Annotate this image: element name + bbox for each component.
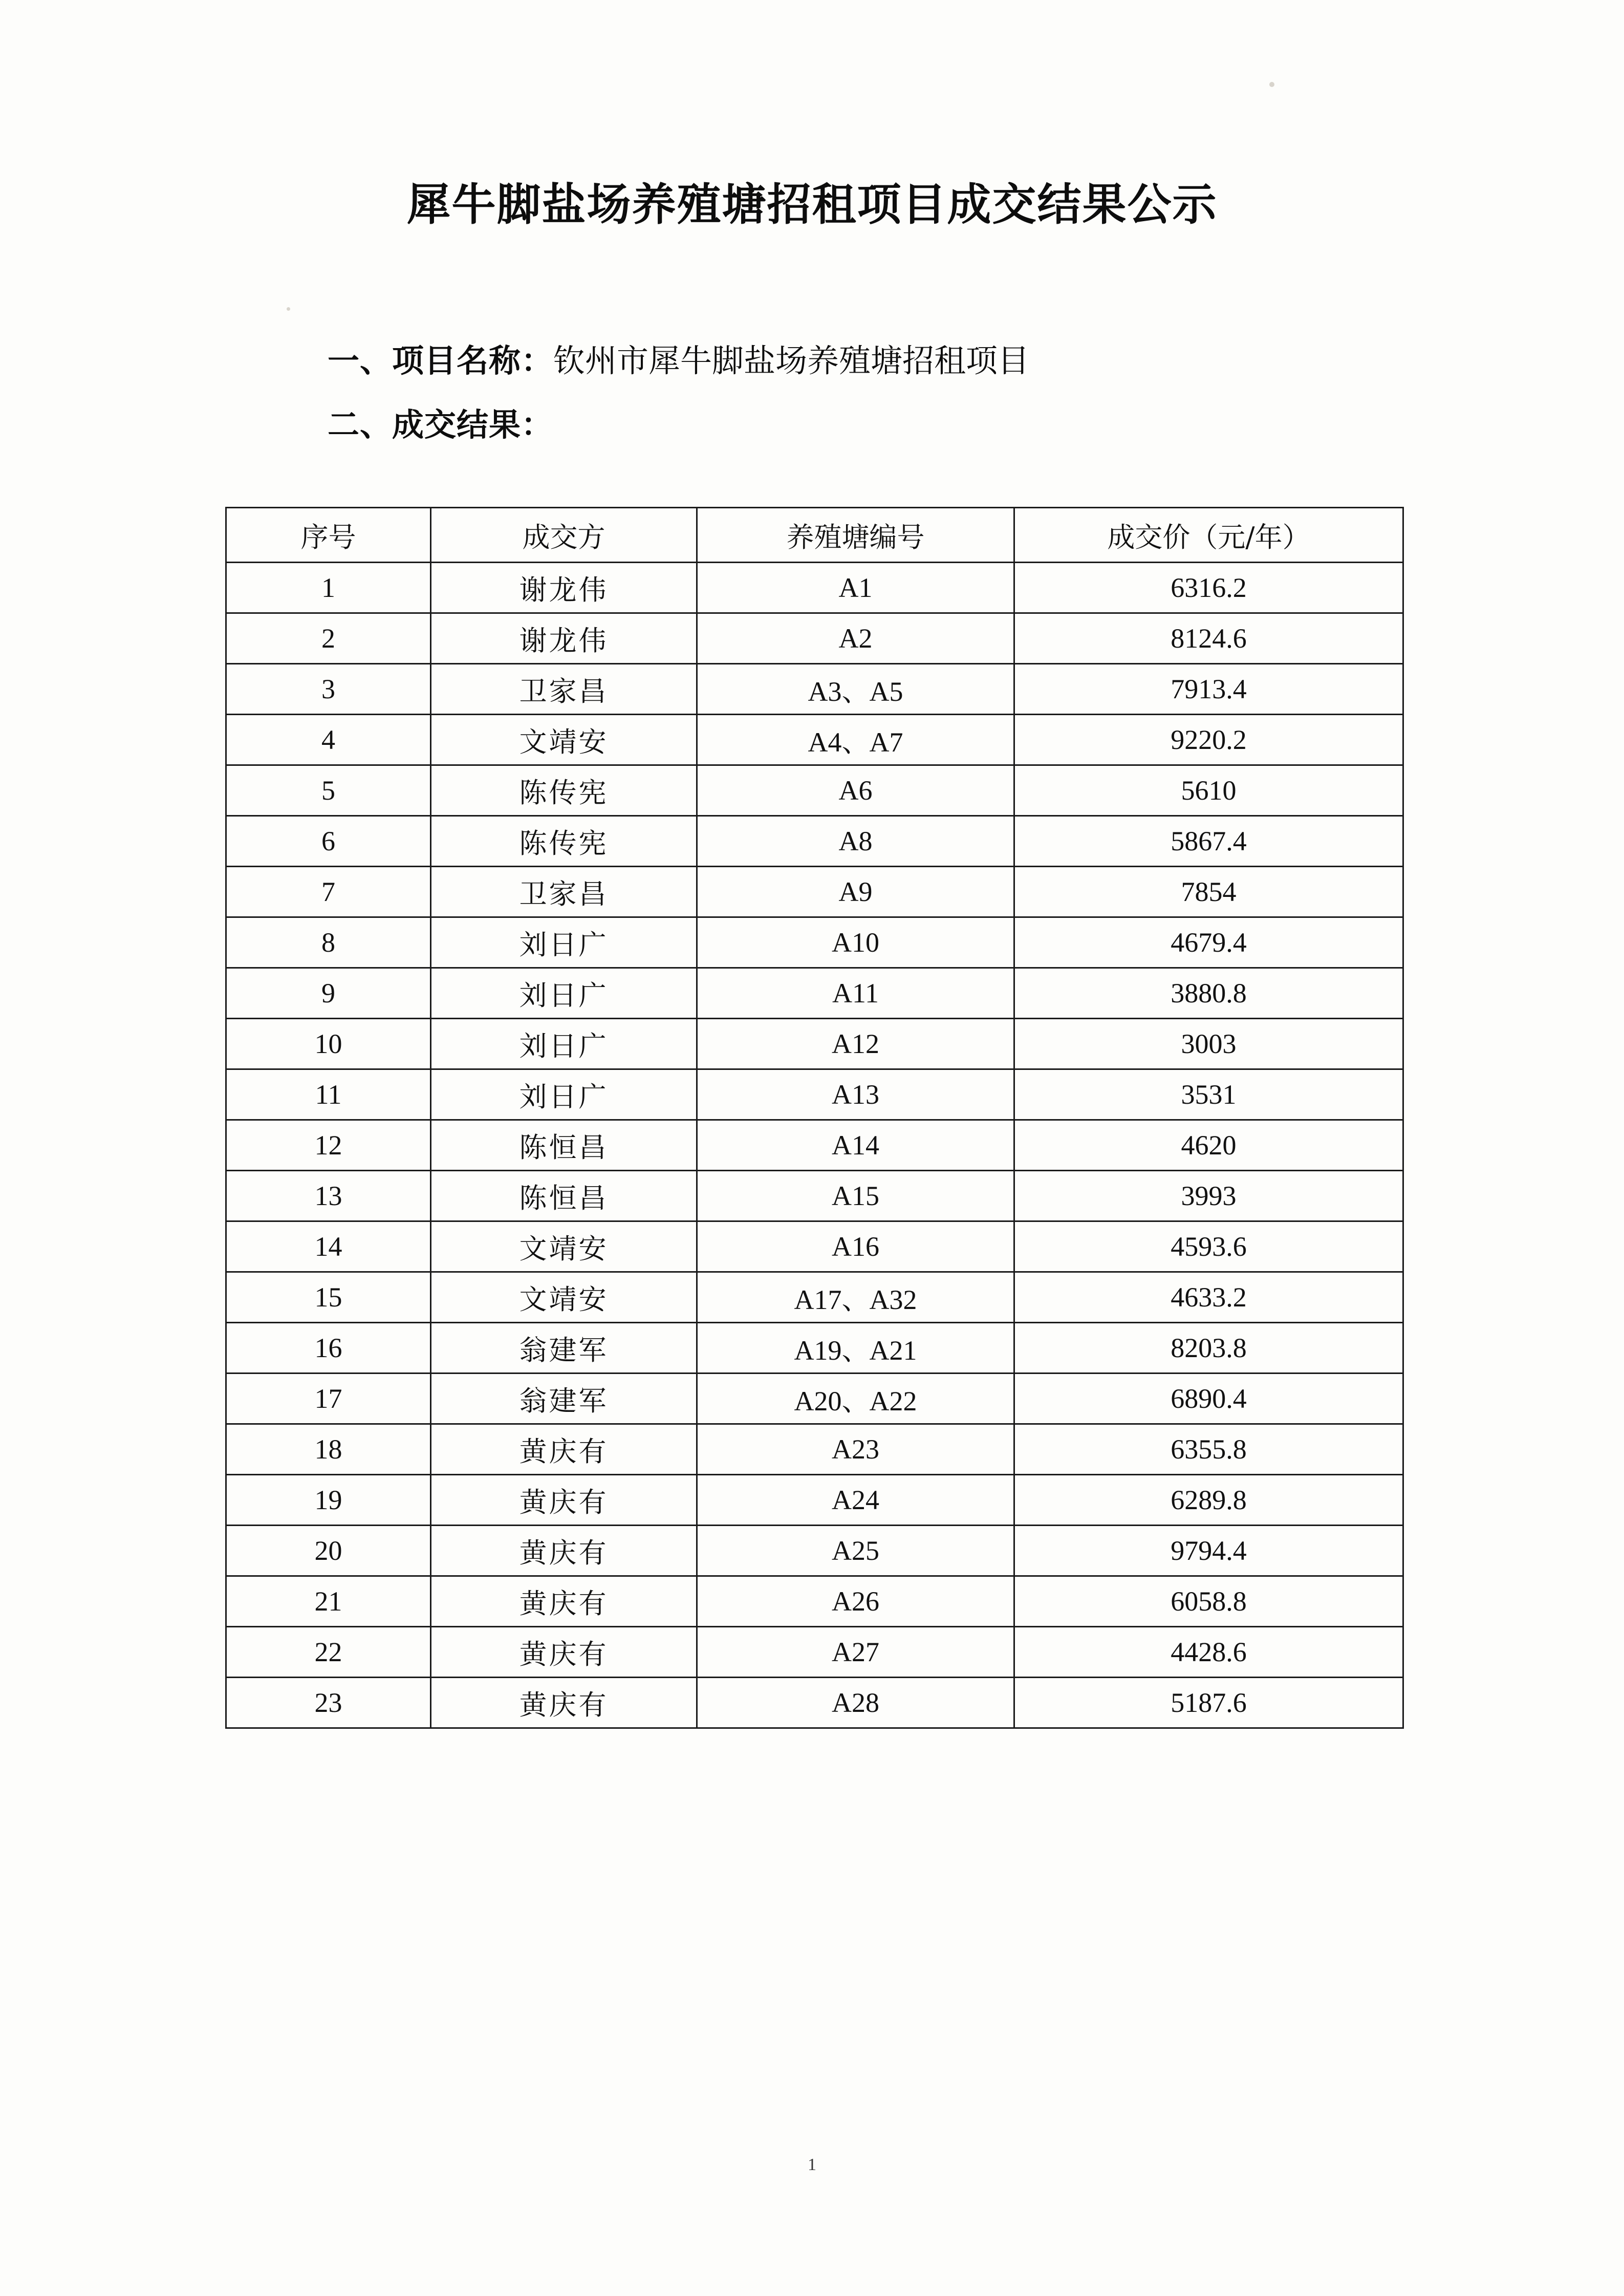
page-title: 犀牛脚盐场养殖塘招租项目成交结果公示 xyxy=(406,179,1218,230)
page-number: 1 xyxy=(808,2155,816,2174)
cell-index: 20 xyxy=(226,1526,431,1576)
cell-index: 5 xyxy=(226,765,431,816)
cell-index: 15 xyxy=(226,1272,431,1323)
table-row xyxy=(226,1576,1403,1627)
cell-price: 4428.6 xyxy=(1014,1627,1403,1678)
cell-index: 14 xyxy=(226,1221,431,1272)
table-row xyxy=(226,816,1403,867)
cell-index: 6 xyxy=(226,816,431,867)
cell-winner: 翁建军 xyxy=(431,1323,697,1374)
table-row xyxy=(226,1272,1403,1323)
cell-winner: 陈传宪 xyxy=(431,816,697,867)
cell-price: 7913.4 xyxy=(1014,664,1403,715)
cell-price: 5610 xyxy=(1014,765,1403,816)
cell-price: 5867.4 xyxy=(1014,816,1403,867)
table-row xyxy=(226,664,1403,715)
project-name-value: 钦州市犀牛脚盐场养殖塘招租项目 xyxy=(553,344,1030,379)
cell-winner: 黄庆有 xyxy=(431,1475,697,1526)
column-header-price: 成交价（元/年） xyxy=(1014,508,1403,563)
cell-price: 4633.2 xyxy=(1014,1272,1403,1323)
project-name-label: 一、项目名称： xyxy=(328,342,554,379)
table-row xyxy=(226,1627,1403,1678)
table-row xyxy=(226,1475,1403,1526)
cell-pond-id: A25 xyxy=(697,1526,1014,1576)
table-row xyxy=(226,968,1403,1019)
cell-pond-id: A3、A5 xyxy=(697,664,1014,715)
table-row xyxy=(226,1678,1403,1728)
table-row xyxy=(226,867,1403,917)
cell-index: 8 xyxy=(226,917,431,968)
table-row xyxy=(226,1069,1403,1120)
cell-pond-id: A4、A7 xyxy=(697,715,1014,765)
cell-price: 9794.4 xyxy=(1014,1526,1403,1576)
cell-price: 3880.8 xyxy=(1014,968,1403,1019)
column-header-pond-id: 养殖塘编号 xyxy=(697,508,1014,563)
cell-pond-id: A8 xyxy=(697,816,1014,867)
cell-pond-id: A17、A32 xyxy=(697,1272,1014,1323)
cell-index: 23 xyxy=(226,1678,431,1728)
cell-pond-id: A16 xyxy=(697,1221,1014,1272)
cell-price: 4620 xyxy=(1014,1120,1403,1171)
cell-pond-id: A1 xyxy=(697,563,1014,613)
table-row xyxy=(226,1120,1403,1171)
cell-pond-id: A15 xyxy=(697,1171,1014,1221)
cell-winner: 刘日广 xyxy=(431,968,697,1019)
cell-index: 4 xyxy=(226,715,431,765)
cell-pond-id: A10 xyxy=(697,917,1014,968)
cell-winner: 文靖安 xyxy=(431,1221,697,1272)
cell-price: 8124.6 xyxy=(1014,613,1403,664)
cell-winner: 刘日广 xyxy=(431,1019,697,1069)
cell-price: 9220.2 xyxy=(1014,715,1403,765)
cell-price: 3993 xyxy=(1014,1171,1403,1221)
cell-price: 6890.4 xyxy=(1014,1374,1403,1424)
cell-winner: 陈恒昌 xyxy=(431,1171,697,1221)
cell-price: 6316.2 xyxy=(1014,563,1403,613)
cell-index: 11 xyxy=(226,1069,431,1120)
cell-pond-id: A19、A21 xyxy=(697,1323,1014,1374)
cell-index: 22 xyxy=(226,1627,431,1678)
cell-index: 17 xyxy=(226,1374,431,1424)
cell-pond-id: A11 xyxy=(697,968,1014,1019)
table-row xyxy=(226,1374,1403,1424)
cell-price: 6289.8 xyxy=(1014,1475,1403,1526)
table-row xyxy=(226,765,1403,816)
column-header-index: 序号 xyxy=(226,508,431,563)
cell-pond-id: A6 xyxy=(697,765,1014,816)
cell-index: 16 xyxy=(226,1323,431,1374)
cell-price: 4593.6 xyxy=(1014,1221,1403,1272)
cell-pond-id: A26 xyxy=(697,1576,1014,1627)
table-row xyxy=(226,917,1403,968)
cell-index: 3 xyxy=(226,664,431,715)
cell-winner: 卫家昌 xyxy=(431,867,697,917)
table-row xyxy=(226,1424,1403,1475)
cell-price: 8203.8 xyxy=(1014,1323,1403,1374)
cell-index: 1 xyxy=(226,563,431,613)
table-row xyxy=(226,715,1403,765)
cell-winner: 陈恒昌 xyxy=(431,1120,697,1171)
cell-price: 6058.8 xyxy=(1014,1576,1403,1627)
project-name-line xyxy=(328,335,1029,381)
table-row xyxy=(226,563,1403,613)
cell-winner: 谢龙伟 xyxy=(431,613,697,664)
results-table xyxy=(225,507,1404,1729)
cell-winner: 卫家昌 xyxy=(431,664,697,715)
cell-index: 10 xyxy=(226,1019,431,1069)
cell-winner: 黄庆有 xyxy=(431,1424,697,1475)
cell-pond-id: A2 xyxy=(697,613,1014,664)
cell-winner: 刘日广 xyxy=(431,917,697,968)
scan-speck xyxy=(1269,82,1274,87)
cell-winner: 黄庆有 xyxy=(431,1576,697,1627)
cell-pond-id: A28 xyxy=(697,1678,1014,1728)
cell-winner: 陈传宪 xyxy=(431,765,697,816)
cell-winner: 谢龙伟 xyxy=(431,563,697,613)
cell-index: 2 xyxy=(226,613,431,664)
cell-price: 3531 xyxy=(1014,1069,1403,1120)
column-header-winner: 成交方 xyxy=(431,508,697,563)
table-row xyxy=(226,1526,1403,1576)
cell-winner: 文靖安 xyxy=(431,1272,697,1323)
cell-winner: 黄庆有 xyxy=(431,1526,697,1576)
cell-index: 18 xyxy=(226,1424,431,1475)
cell-index: 7 xyxy=(226,867,431,917)
cell-pond-id: A24 xyxy=(697,1475,1014,1526)
table-row xyxy=(226,1221,1403,1272)
cell-pond-id: A20、A22 xyxy=(697,1374,1014,1424)
cell-pond-id: A27 xyxy=(697,1627,1014,1678)
table-row xyxy=(226,613,1403,664)
cell-price: 4679.4 xyxy=(1014,917,1403,968)
cell-index: 19 xyxy=(226,1475,431,1526)
cell-pond-id: A12 xyxy=(697,1019,1014,1069)
scan-speck xyxy=(287,307,290,311)
cell-index: 13 xyxy=(226,1171,431,1221)
cell-winner: 黄庆有 xyxy=(431,1678,697,1728)
cell-pond-id: A14 xyxy=(697,1120,1014,1171)
cell-pond-id: A13 xyxy=(697,1069,1014,1120)
cell-index: 9 xyxy=(226,968,431,1019)
cell-winner: 黄庆有 xyxy=(431,1627,697,1678)
cell-index: 12 xyxy=(226,1120,431,1171)
cell-price: 6355.8 xyxy=(1014,1424,1403,1475)
cell-price: 7854 xyxy=(1014,867,1403,917)
results-heading: 二、成交结果： xyxy=(328,406,554,443)
cell-price: 5187.6 xyxy=(1014,1678,1403,1728)
cell-pond-id: A23 xyxy=(697,1424,1014,1475)
cell-price: 3003 xyxy=(1014,1019,1403,1069)
cell-winner: 刘日广 xyxy=(431,1069,697,1120)
cell-index: 21 xyxy=(226,1576,431,1627)
table-row xyxy=(226,1171,1403,1221)
cell-winner: 翁建军 xyxy=(431,1374,697,1424)
cell-winner: 文靖安 xyxy=(431,715,697,765)
table-row xyxy=(226,1323,1403,1374)
table-header-row xyxy=(226,508,1403,563)
table-row xyxy=(226,1019,1403,1069)
cell-pond-id: A9 xyxy=(697,867,1014,917)
